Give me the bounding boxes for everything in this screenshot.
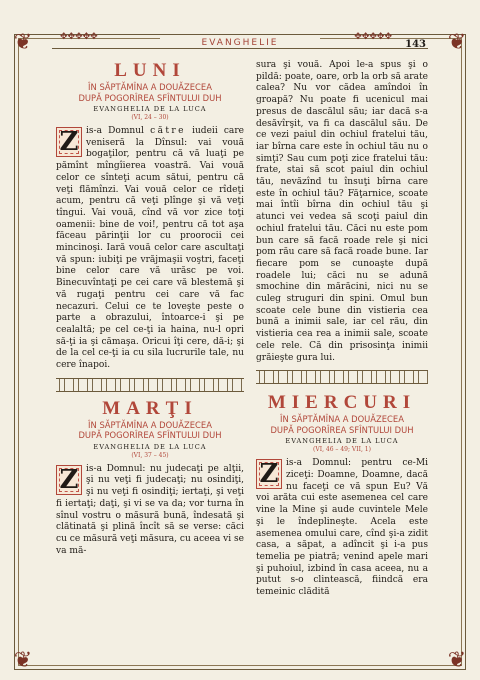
corner-ornament-icon: ❦ [447,648,467,673]
section-title-marti: MARŢI [102,397,198,419]
header-ornament-icon: ✥✥✥✥✥ [60,32,98,42]
reading-body: is-a Domnul: nu judecaţi pe alţii, şi nu veţi fi judecaţi; nu osindiţi, şi nu veţi fi osindiţi; iertaţi, şi veţi fi iertaţi; daţi, şi vi se va da; vor turna în sînul vostru o măsură bună, îndesată şi clătinată şi plină încît să se verse: căci cu ce măsură veţi măsura, cu aceea vi se va mă- [56,463,244,556]
reading-text-luni [56,126,244,372]
gospel-heading: EVANGHELIA DE LA LUCA [93,442,207,451]
corner-ornament-icon: ❦ [447,30,467,55]
corner-ornament-icon: ❦ [13,648,33,673]
reading-text-marti [56,464,244,558]
drop-cap-initial: Z [56,465,82,495]
left-column [56,60,244,557]
header-rule [52,48,428,49]
section-subtitle: DUPĂ POGORÎREA SFÎNTULUI DUH [78,430,222,441]
drop-cap-initial: Z [256,459,282,489]
reading-continuation: sura şi vouă. Apoi le-a spus şi o pildă: poate, oare, orb la orb să arate calea? Nu vor cădea amîndoi în groapă? Nu poate fi ucenicul mai presus de dascălul său; iar dacă s-a desăvîrşit, va fi ca dascălul său. De ce vezi paiul din ochiul fratelui tău, iar bîrna care este în ochiul tău nu o simţi? Sau cum poţi zice fratelui tău: frate, stai să scot paiul din ochiul tău, nevăzînd tu însuţi bîrna care este în ochiul tău? Făţarnice, scoate mai întîi bîrna din ochiul tău şi atunci vei vedea să scoţi paiul din ochiul fratelui tău. Căci nu este pom bun care să facă roade rele şi nici pom rău care să facă roade bune. Iar fiecare pom se cunoaşte după roadele lui; căci nu se adună smochine din mărăcini, nici nu se culeg struguri din spini. Omul bun scoate cele bune din vistieria cea bună a inimii sale, iar cel rău, din vistieria cea rea a inimii sale, scoate cele rele. Că din prisosinţa inimii grăieşte gura lui. [256,60,428,363]
corner-ornament-icon: ❦ [13,30,33,55]
header-ornament-icon: ✥✥✥✥✥ [354,32,392,42]
reading-body: is-a Domnul: pentru ce-Mi ziceţi: Doamne, Doamne, dacă nu faceţi ce vă spun Eu? Vă voi arăta cui este asemenea cel care vine la Mine şi aude cuvintele Mele şi le îndeplineşte. Acela este asemenea omului care, cînd şi-a zidit casa, a săpat, a adîncit şi i-a pus temelia pe piatră; venind apele mari şi puhoiul, izbind în casa aceea, nu a putut s-o clintească, fiindcă era temeinic clădită [256,458,428,598]
section-title-miercuri: MIERCURI [267,392,417,414]
ornamental-divider [256,370,428,384]
gospel-heading: EVANGHELIA DE LA LUCA [93,105,207,113]
section-subtitle: DUPĂ POGORÎREA SFÎNTULUI DUH [78,92,222,103]
section-title-luni: LUNI [114,60,186,81]
scripture-reference: (VI, 37 – 45) [131,451,169,459]
reading-text-miercuri [256,458,428,598]
ornamental-divider [56,378,244,392]
reading-body: iudeii care veniseră la Dînsul: vai vouă bogaţilor, pentru că vă luaţi pe pămînt mîngîierea voastră. Vai vouă celor ce sînteţi acum sătui, pentru că veţi flămînzi. Vai vouă celor ce rîdeţi acum, pentru că veţi plînge şi vă veţi tîngui. Vai vouă, cînd vă vor zice toţi oamenii: bine de voi!, pentru că tot aşa făceau părinţii lor cu proorocii cei mincinoşi. Iară vouă celor care ascultaţi vă spun: iubiţi pe vrăjmaşii voştri, faceţi bine celor care vă urăsc pe voi. Binecuvîntaţi pe cei care vă blestemă şi vă rugaţi pentru cei care vă fac necazuri. Celui ce te loveşte peste o parte a obrazului, întoarce-i şi pe cealaltă; pe cel ce-ţi ia haina, nu-l opri să-ţi ia şi cămaşa. Oricui îţi cere, dă-i; şi de la cel ce-ţi ia cu sila lucrurile tale, nu cere înapoi. [56,126,244,371]
running-head: EVANGHELIE [160,38,320,48]
scripture-reference: (VI, 46 – 49; VII, 1) [313,446,371,454]
drop-cap-initial: Z [56,127,82,157]
section-subtitle: DUPĂ POGORÎREA SFÎNTULUI DUH [270,424,414,435]
section-subtitle: ÎN SĂPTĂMÎNA A DOUĂZECEA [88,82,212,92]
reading-emphasis: către [150,126,186,136]
section-subtitle: ÎN SĂPTĂMÎNA A DOUĂZECEA [88,419,212,430]
reading-first-words: is-a Domnul [86,126,144,136]
gospel-heading: EVANGHELIA DE LA LUCA [285,437,399,446]
page-number: 143 [405,39,426,50]
section-subtitle: ÎN SĂPTĂMÎNA A DOUĂZECEA [280,414,404,425]
right-column [256,60,428,599]
scripture-reference: (VI, 24 – 30) [131,114,169,121]
